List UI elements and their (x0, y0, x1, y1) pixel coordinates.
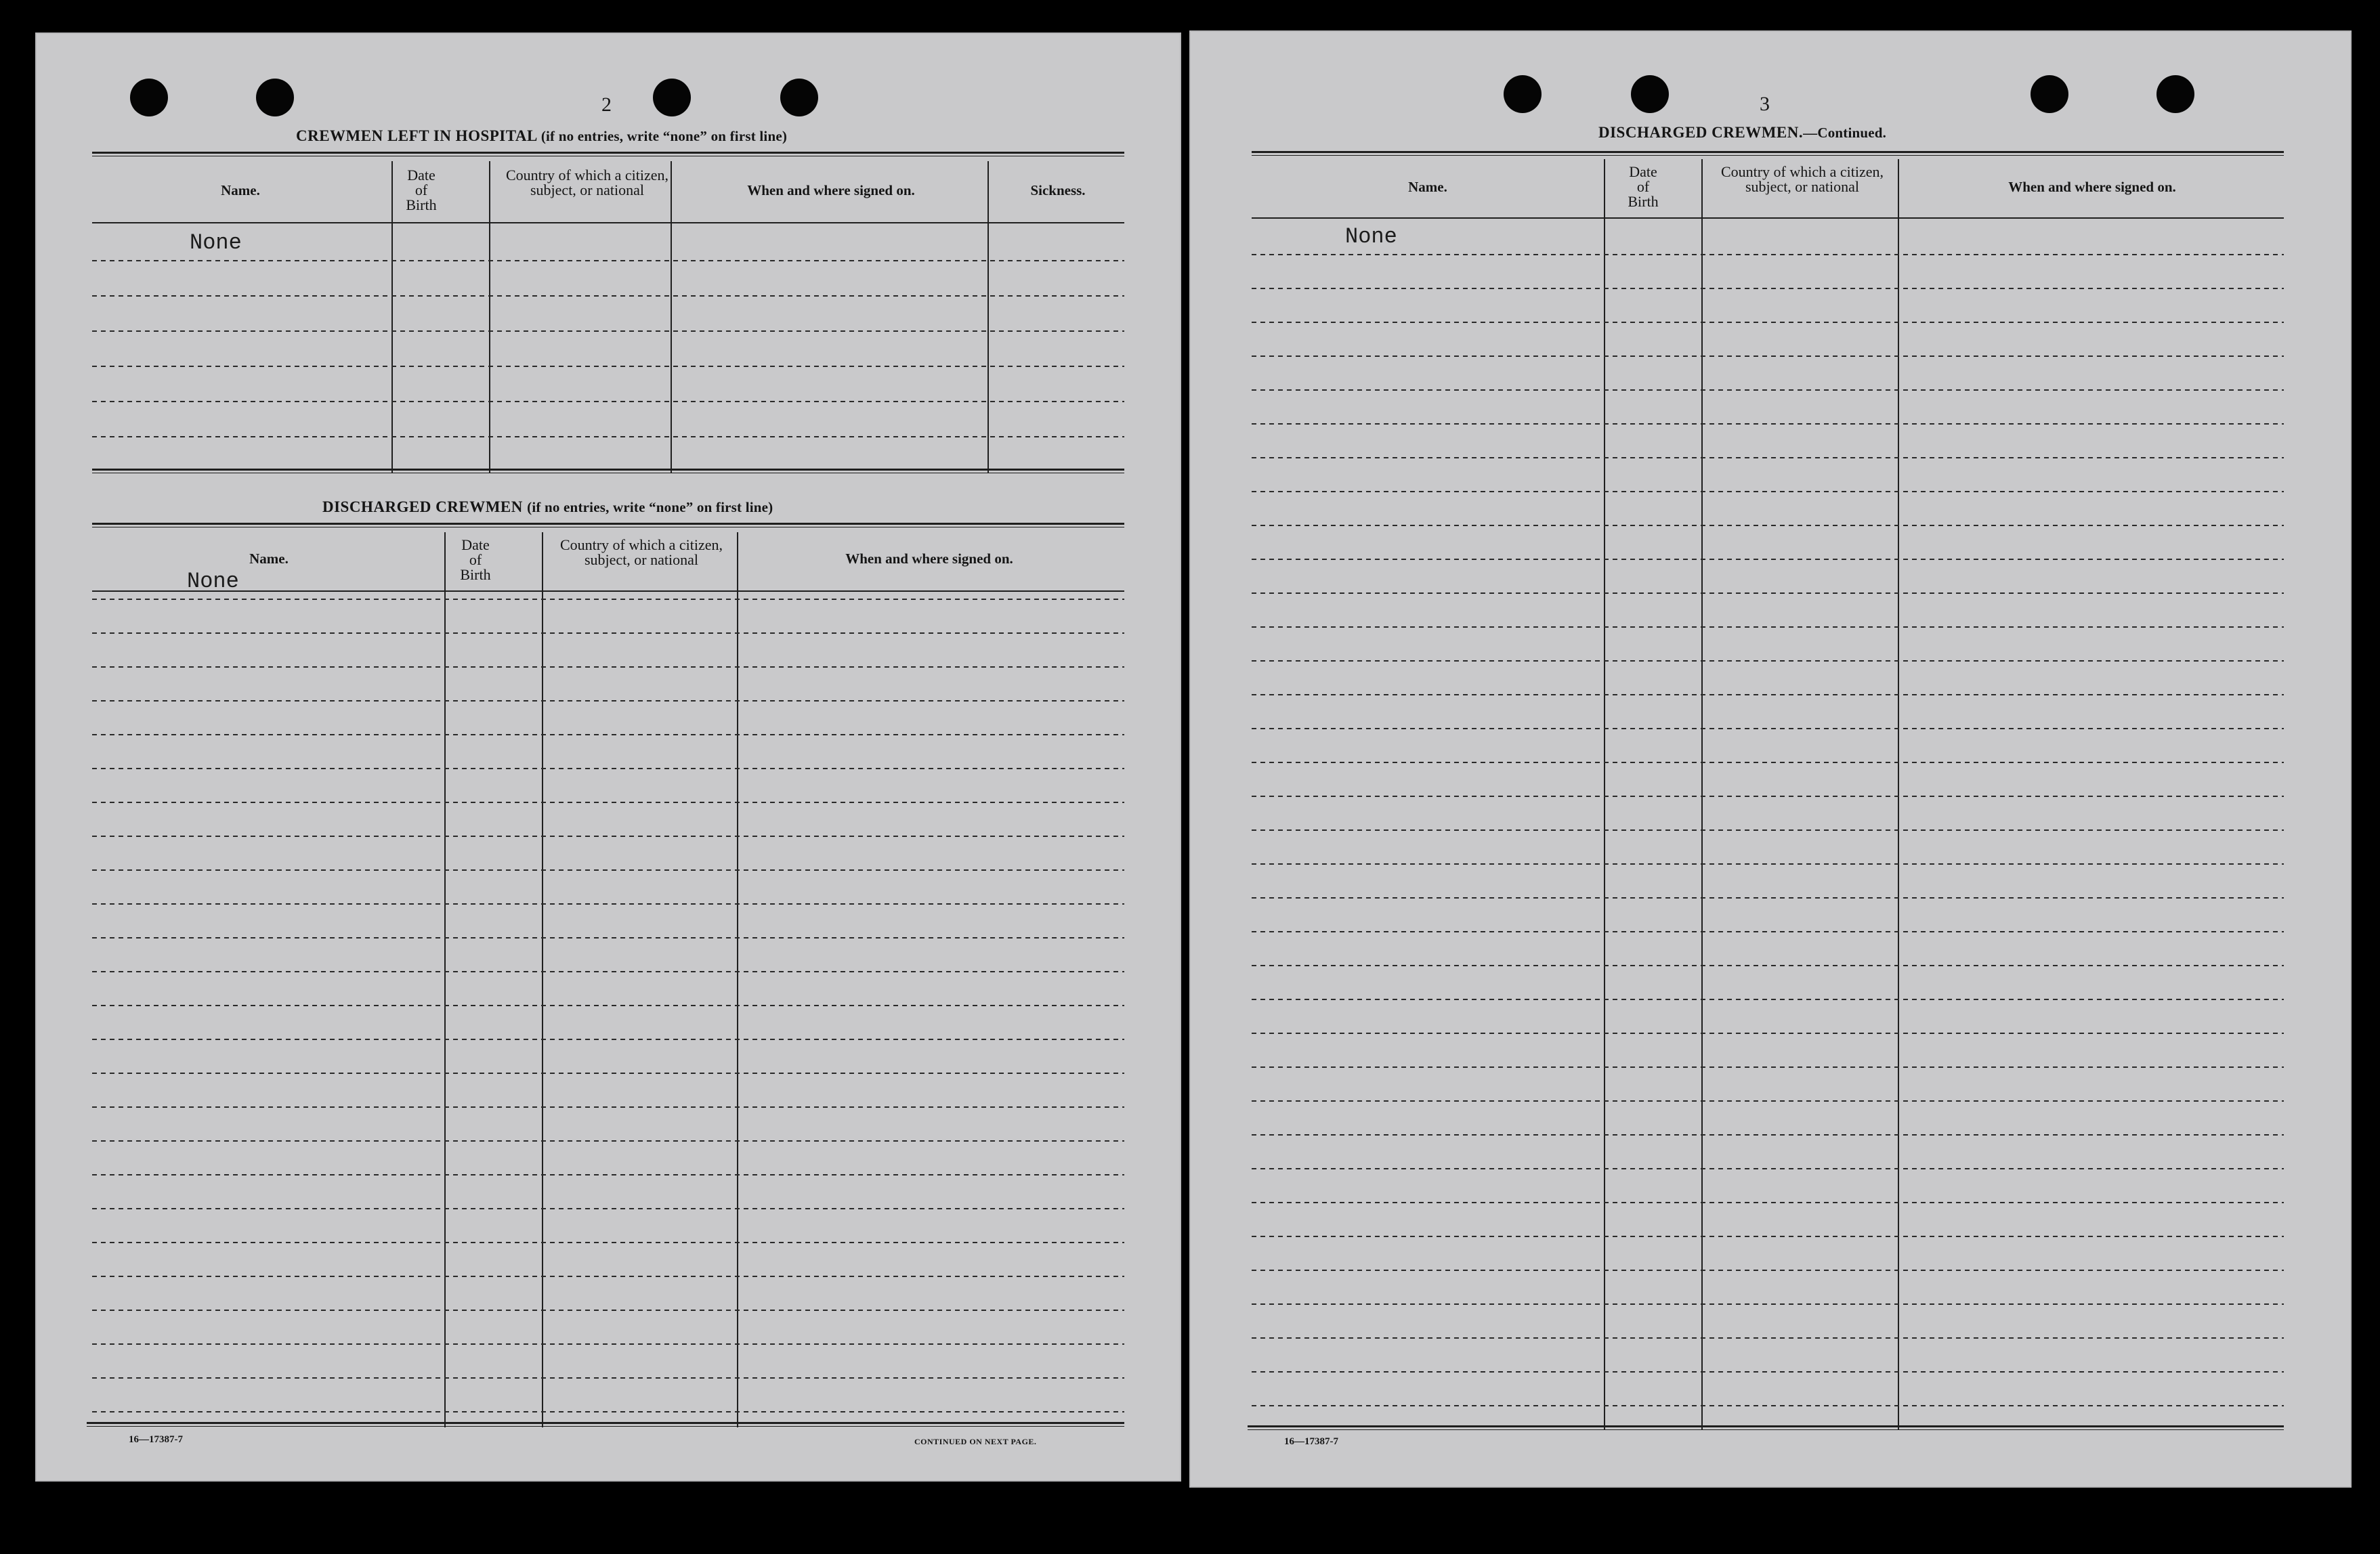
dotted-entry-line (92, 1310, 1124, 1311)
dotted-entry-line (92, 1174, 1124, 1175)
punch-hole (1504, 75, 1542, 113)
page-number: 2 (601, 93, 612, 116)
hospital-top-rule (92, 152, 1124, 156)
continued-note: CONTINUED ON NEXT PAGE. (914, 1437, 1037, 1446)
dotted-entry-line (1252, 762, 2284, 763)
dotted-entry-line (1252, 355, 2284, 357)
dotted-entry-line (1252, 626, 2284, 628)
discharged-bottom-rule (87, 1422, 1124, 1427)
dotted-entry-line (1252, 1405, 2284, 1406)
dotted-entry-line (1252, 829, 2284, 831)
dotted-entry-line (92, 1208, 1124, 1209)
dotted-entry-line (92, 599, 1124, 600)
dotted-entry-line (1252, 1066, 2284, 1068)
hospital-divider (671, 161, 672, 473)
punch-hole (130, 79, 168, 116)
dotted-entry-line (1252, 796, 2284, 797)
dotted-entry-line (92, 700, 1124, 702)
dotted-entry-line (1252, 660, 2284, 662)
dotted-entry-line (92, 1242, 1124, 1243)
dotted-entry-line (1252, 931, 2284, 932)
dotted-entry-line (1252, 423, 2284, 425)
dotted-entry-line (92, 1377, 1124, 1379)
form-number: 16—17387-7 (1284, 1436, 1338, 1447)
page-number: 3 (1760, 93, 1770, 115)
hospital-col-sickness: Sickness. (1030, 182, 1086, 198)
dotted-entry-line (1252, 1303, 2284, 1305)
dotted-entry-line (92, 802, 1124, 803)
hospital-first-entry: None (190, 230, 242, 255)
discharged-instruction: (if no entries, write “none” on first line) (527, 499, 773, 515)
dotted-entry-line (1252, 694, 2284, 695)
discharged-col-name: Name. (249, 551, 289, 567)
dotted-entry-line (1252, 525, 2284, 526)
right-header-rule (1252, 217, 2284, 219)
discharged-title-text: DISCHARGED CREWMEN (322, 498, 523, 515)
dotted-entry-line (1252, 965, 2284, 966)
dotted-entry-line (92, 436, 1124, 437)
hospital-col-name: Name. (221, 182, 260, 198)
dotted-entry-line (1252, 999, 2284, 1000)
dotted-entry-line (92, 971, 1124, 972)
dotted-entry-line (92, 869, 1124, 871)
left-page (35, 33, 1181, 1482)
dotted-entry-line (1252, 1337, 2284, 1339)
dotted-entry-line (1252, 1033, 2284, 1034)
discharged-col-dob: Date of Birth (460, 536, 491, 583)
dotted-entry-line (1252, 457, 2284, 458)
form-number: 16—17387-7 (129, 1434, 183, 1445)
dotted-entry-line (92, 903, 1124, 905)
dotted-entry-line (1252, 1168, 2284, 1169)
right-col-name: Name. (1408, 179, 1447, 195)
right-top-rule (1252, 151, 2284, 156)
dotted-entry-line (1252, 1371, 2284, 1373)
discharged-first-entry: None (187, 569, 239, 594)
punch-hole (2031, 75, 2068, 113)
dotted-entry-line (1252, 1202, 2284, 1203)
dotted-entry-line (1252, 559, 2284, 560)
dotted-entry-line (92, 1106, 1124, 1108)
hospital-col-country: Country of which a citizen, subject, or national (505, 167, 669, 198)
hospital-divider (489, 161, 490, 473)
dotted-entry-line (1252, 322, 2284, 323)
right-col-country: Country of which a citizen, subject, or national (1720, 163, 1884, 195)
dotted-entry-line (1252, 592, 2284, 594)
hospital-header-rule (92, 222, 1124, 223)
dotted-entry-line (1252, 1236, 2284, 1237)
discharged-header-rule (92, 590, 1124, 592)
hospital-instruction: (if no entries, write “none” on first line) (540, 128, 788, 144)
dotted-entry-line (92, 330, 1124, 332)
discharged-continued-text: DISCHARGED CREWMEN. (1598, 124, 1804, 141)
dotted-entry-line (92, 836, 1124, 837)
dotted-entry-line (1252, 728, 2284, 729)
hospital-divider (987, 161, 989, 473)
dotted-entry-line (1252, 491, 2284, 492)
right-divider (1701, 159, 1703, 1429)
dotted-entry-line (1252, 1134, 2284, 1136)
dotted-entry-line (92, 937, 1124, 938)
right-col-signed: When and where signed on. (2008, 179, 2176, 195)
dotted-entry-line (92, 666, 1124, 668)
punch-hole (780, 79, 818, 116)
dotted-entry-line (1252, 1100, 2284, 1102)
dotted-entry-line (92, 1276, 1124, 1277)
continued-suffix: —Continued. (1803, 125, 1887, 141)
discharged-top-rule (92, 523, 1124, 527)
punch-hole (653, 79, 691, 116)
dotted-entry-line (92, 295, 1124, 297)
dotted-entry-line (1252, 254, 2284, 255)
dotted-entry-line (92, 1411, 1124, 1412)
dotted-entry-line (92, 1005, 1124, 1006)
right-divider (1604, 159, 1605, 1429)
hospital-divider (391, 161, 393, 473)
dotted-entry-line (92, 1039, 1124, 1040)
hospital-section-title (296, 127, 787, 145)
dotted-entry-line (1252, 389, 2284, 391)
dotted-entry-line (1252, 863, 2284, 865)
punch-hole (1631, 75, 1669, 113)
dotted-entry-line (92, 1343, 1124, 1345)
dotted-entry-line (1252, 897, 2284, 899)
hospital-col-signed: When and where signed on. (747, 182, 915, 198)
dotted-entry-line (92, 734, 1124, 735)
right-first-entry: None (1345, 224, 1397, 249)
dotted-entry-line (92, 768, 1124, 769)
dotted-entry-line (1252, 1270, 2284, 1271)
right-bottom-rule (1248, 1425, 2284, 1430)
dotted-entry-line (92, 1073, 1124, 1074)
discharged-continued-title (1598, 124, 1886, 142)
dotted-entry-line (92, 401, 1124, 402)
dotted-entry-line (92, 366, 1124, 367)
dotted-entry-line (1252, 288, 2284, 289)
hospital-col-dob: Date of Birth (406, 167, 437, 213)
right-divider (1898, 159, 1899, 1429)
hospital-bottom-rule (92, 469, 1124, 473)
dotted-entry-line (92, 632, 1124, 634)
right-page (1189, 30, 2352, 1488)
discharged-col-country: Country of which a citizen, subject, or national (559, 536, 723, 568)
hospital-title-text: CREWMEN LEFT IN HOSPITAL (296, 127, 537, 144)
discharged-section-title (322, 498, 773, 516)
dotted-entry-line (92, 1140, 1124, 1142)
punch-hole (2156, 75, 2194, 113)
right-col-dob: Date of Birth (1628, 163, 1659, 210)
discharged-col-signed: When and where signed on. (845, 551, 1013, 567)
punch-hole (256, 79, 294, 116)
dotted-entry-line (92, 260, 1124, 261)
